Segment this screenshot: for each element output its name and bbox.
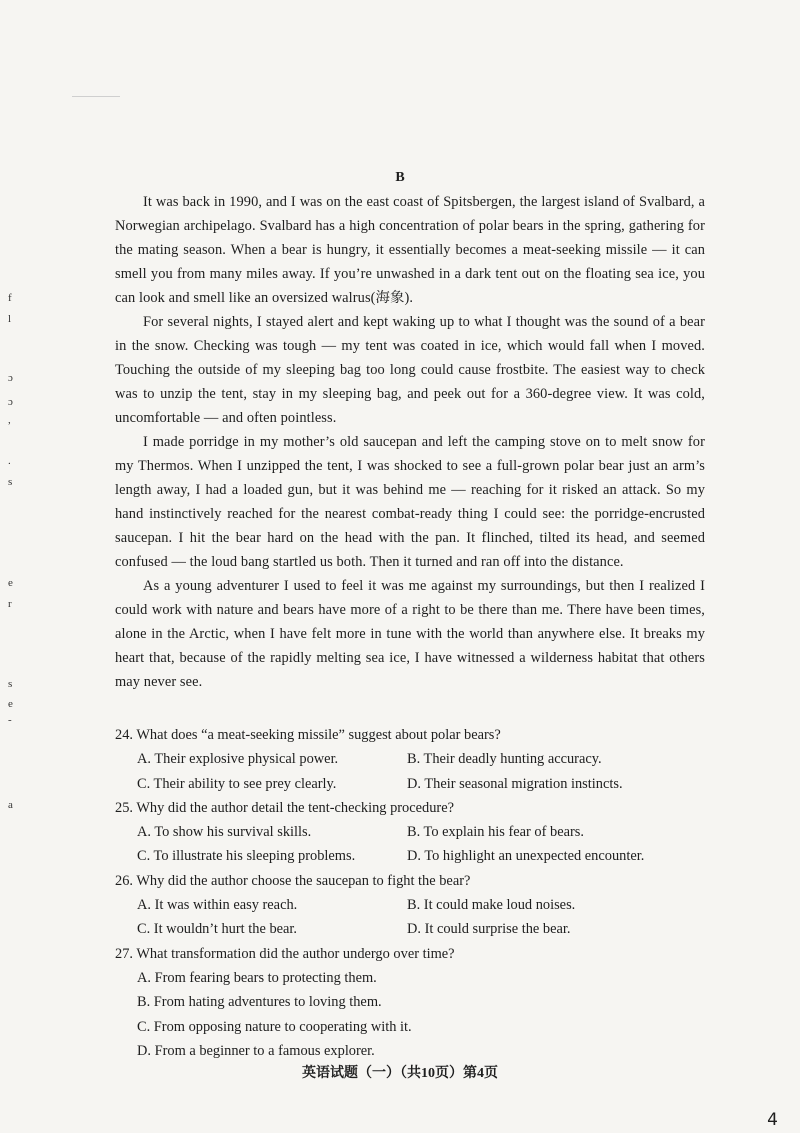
passage-paragraph: It was back in 1990, and I was on the east coast of Spitsbergen, the largest island of Svalbard, a Norwegian archipelago. Svalbard has a high concentration of polar bears in the spring, gathering for the mating season. When a bear is hungry, it essentially becomes a meat-seeking missile — it can smell you from many miles away. If you’re unwashed in a dark tent out on the floating sea ice, you can look and smell like an oversized walrus(海象). [115, 194, 705, 306]
question-stem: 27. What transformation did the author undergo over time? [115, 945, 455, 962]
page-number: 4 [767, 1110, 778, 1130]
reading-passage [115, 190, 705, 694]
option-d: D. From a beginner to a famous explorer. [137, 1042, 375, 1059]
margin-mark: a [8, 799, 13, 811]
passage-paragraph: I made porridge in my mother’s old saucepan and left the camping stove on to melt snow for my Thermos. When I unzipped the tent, I was shocked to see a full-grown polar bear just an arm’s length away, I had a loaded gun, but it was behind me — reaching for it risked an attack. So my hand instinctively reached for the nearest combat-ready thing I could see: the porridge-encrusted saucepan. I hit the bear hard on the head with the pan. It flinched, tilted its head, and seemed confused — the loud bang startled us both. Then it turned and ran off into the distance. [115, 434, 705, 570]
section-title: B [395, 170, 405, 185]
margin-mark: s [8, 476, 13, 488]
question-26 [115, 869, 715, 942]
header-rule [72, 96, 120, 97]
margin-mark: e [8, 577, 13, 589]
option-b: B. To explain his fear of bears. [407, 824, 584, 841]
option-a: A. From fearing bears to protecting them. [137, 969, 377, 986]
option-a: A. Their explosive physical power. [137, 751, 339, 768]
option-b: B. Their deadly hunting accuracy. [407, 751, 602, 768]
option-a: A. To show his survival skills. [137, 824, 312, 841]
option-d: D. It could surprise the bear. [407, 921, 571, 938]
page-footer: 英语试题（一）（共10页）第4页 [302, 1066, 498, 1081]
question-list [115, 723, 715, 1063]
margin-mark: f [8, 292, 12, 304]
margin-mark: l [8, 313, 12, 325]
option-d: D. Their seasonal migration instincts. [407, 775, 623, 792]
margin-mark: e [8, 698, 13, 710]
question-25 [115, 796, 715, 869]
option-c: C. It wouldn’t hurt the bear. [137, 921, 298, 938]
option-b: B. From hating adventures to loving them. [137, 994, 382, 1011]
question-stem: 25. Why did the author detail the tent-checking procedure? [115, 799, 454, 816]
question-stem: 26. Why did the author choose the saucepan to fight the bear? [115, 872, 471, 889]
margin-mark: - [8, 714, 12, 726]
passage-paragraph: As a young adventurer I used to feel it was me against my surroundings, but then I realized I could work with nature and bears have more of a right to be there than me. There have been times, alone in the Arctic, when I have felt more in tune with the world than anywhere else. It breaks my heart that, because of the rapidly melting sea ice, I have witnessed a wilderness habitat that others may never see. [115, 578, 705, 690]
margin-mark: ɔ [8, 396, 13, 408]
option-c: C. Their ability to see prey clearly. [137, 775, 337, 792]
question-24 [115, 723, 715, 796]
margin-mark: ɔ [8, 372, 13, 384]
option-a: A. It was within easy reach. [137, 897, 298, 914]
margin-mark: r [8, 598, 12, 610]
margin-mark: , [8, 414, 11, 426]
margin-mark: . [8, 455, 11, 467]
option-c: C. To illustrate his sleeping problems. [137, 848, 356, 865]
option-c: C. From opposing nature to cooperating with it. [137, 1018, 412, 1035]
margin-mark: s [8, 678, 13, 690]
option-d: D. To highlight an unexpected encounter. [407, 848, 645, 865]
passage-paragraph: For several nights, I stayed alert and kept waking up to what I thought was the sound of a bear in the snow. Checking was tough — my tent was coated in ice, which would fall when I moved. Touching the outside of my sleeping bag too long could cause frostbite. The easiest way to check was to unzip the tent, stay in my sleeping bag, and peek out for a 360-degree view. It was cold, uncomfortable — and often pointless. [115, 314, 705, 426]
question-stem: 24. What does “a meat-seeking missile” suggest about polar bears? [115, 727, 501, 743]
option-b: B. It could make loud noises. [407, 897, 576, 914]
question-27 [115, 942, 715, 1063]
